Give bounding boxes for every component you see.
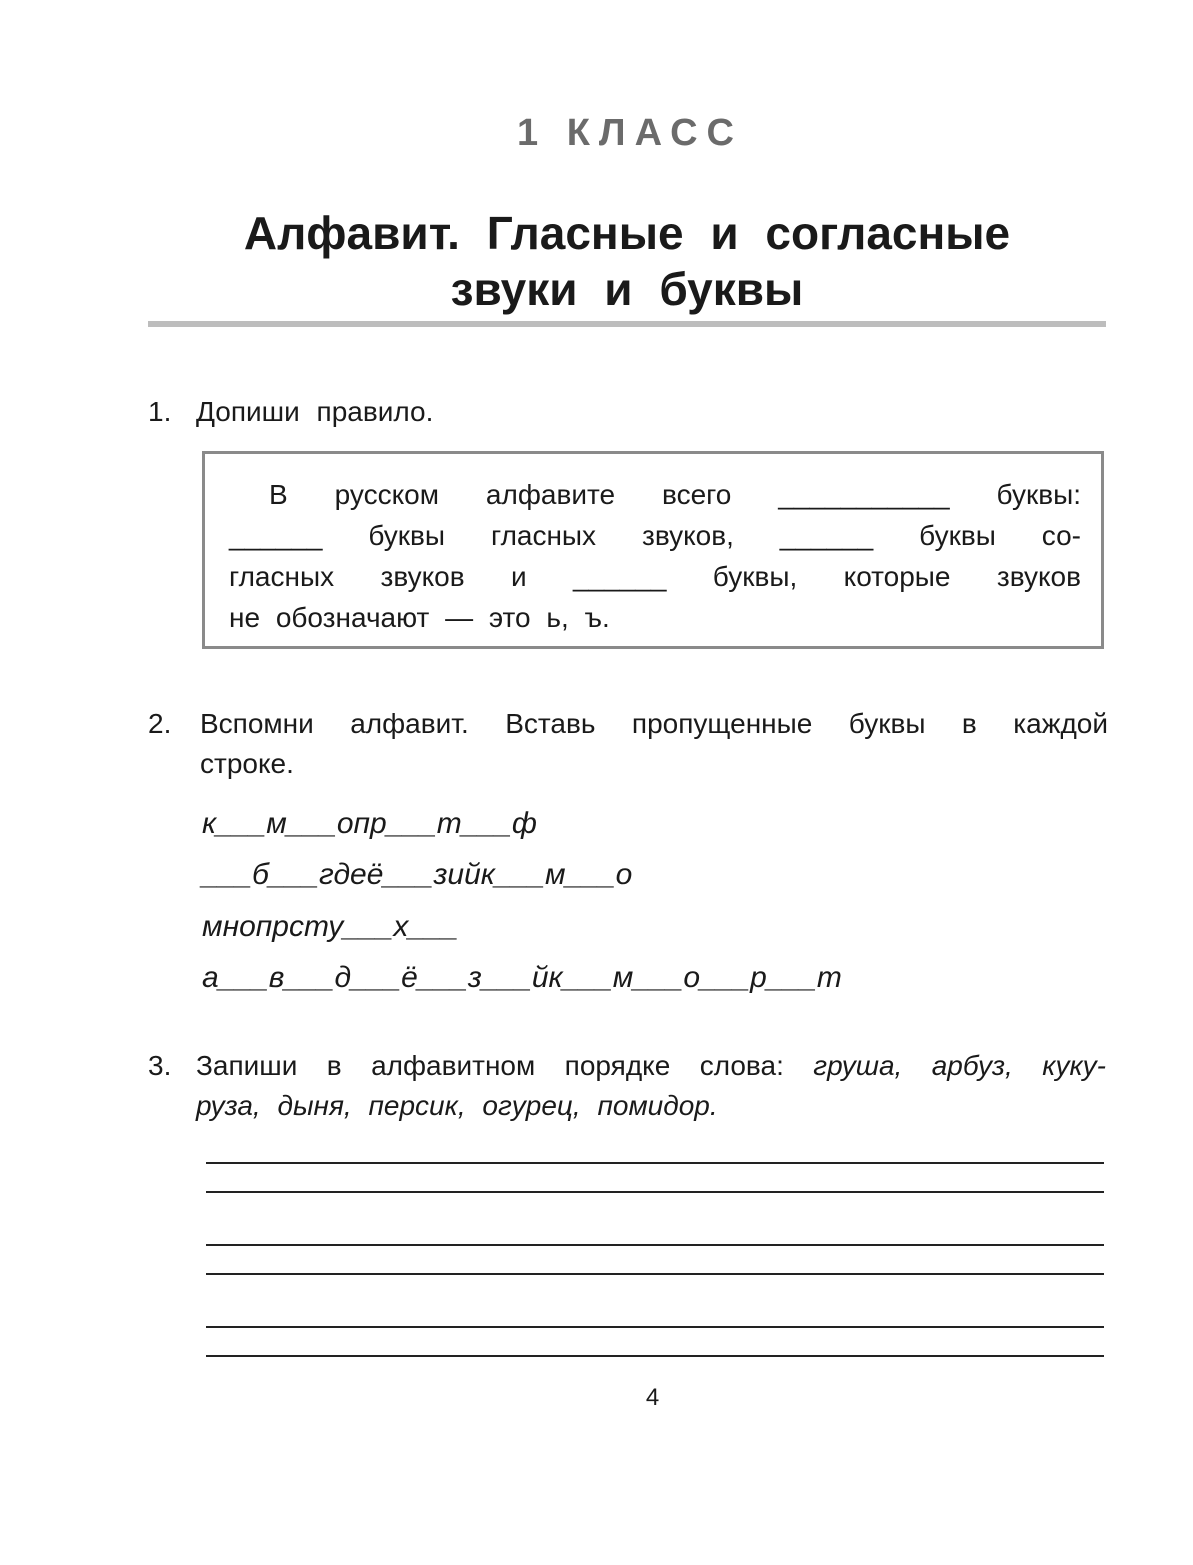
task-3-words-part2: руза, дыня, персик, огурец, помидор.: [196, 1090, 718, 1121]
task-1: [148, 392, 1108, 432]
letter-sequence-1: к___м___опр___т___ф: [202, 807, 537, 840]
task-2-instruction-line2: строке.: [200, 748, 294, 779]
page-number: 4: [645, 1384, 660, 1411]
rule-line-1: В русском алфавите всего ___________ буквы:: [269, 479, 1081, 510]
rule-text: [229, 474, 1081, 638]
answer-line-6[interactable]: [206, 1355, 1104, 1357]
rule-line-3: гласных звуков и ______ буквы, которые звуков: [229, 561, 1081, 592]
letter-sequence-4: а___в___д___ё___з___йк___м___о___р___т: [202, 961, 842, 994]
task-2-number: 2.: [148, 708, 172, 739]
page-title-line2: звуки и буквы: [450, 263, 804, 315]
answer-line-1[interactable]: [206, 1162, 1104, 1164]
task-1-instruction: Допиши правило.: [196, 396, 434, 427]
task-3-words-part1: груша, арбуз, куку-: [813, 1050, 1106, 1081]
task-1-number: 1.: [148, 396, 172, 427]
rule-line-2: ______ буквы гласных звуков, ______ буквы со-: [229, 520, 1081, 551]
letter-sequence-3: мнопрсту___х___: [202, 910, 459, 943]
page-title-line1: Алфавит. Гласные и согласные: [243, 207, 1011, 259]
task-2: [148, 704, 1108, 788]
task-2-instruction-line1: Вспомни алфавит. Вставь пропущенные буквы в каждой: [200, 708, 1108, 739]
grade-heading: 1 КЛАСС: [517, 112, 743, 154]
title-divider: [148, 321, 1106, 327]
page-title: [148, 205, 1106, 317]
rule-box: [202, 451, 1104, 649]
task-3-instruction: Запиши в алфавитном порядке слова:: [196, 1050, 814, 1081]
answer-line-5[interactable]: [206, 1326, 1104, 1328]
task-3-number: 3.: [148, 1050, 172, 1081]
rule-line-4: не обозначают — это ь, ъ.: [229, 602, 610, 633]
answer-line-4[interactable]: [206, 1273, 1104, 1275]
task-3: [148, 1046, 1108, 1130]
answer-line-2[interactable]: [206, 1191, 1104, 1193]
answer-line-3[interactable]: [206, 1244, 1104, 1246]
letter-sequence-2: ___б___гдеё___зийк___м___о: [202, 858, 633, 891]
